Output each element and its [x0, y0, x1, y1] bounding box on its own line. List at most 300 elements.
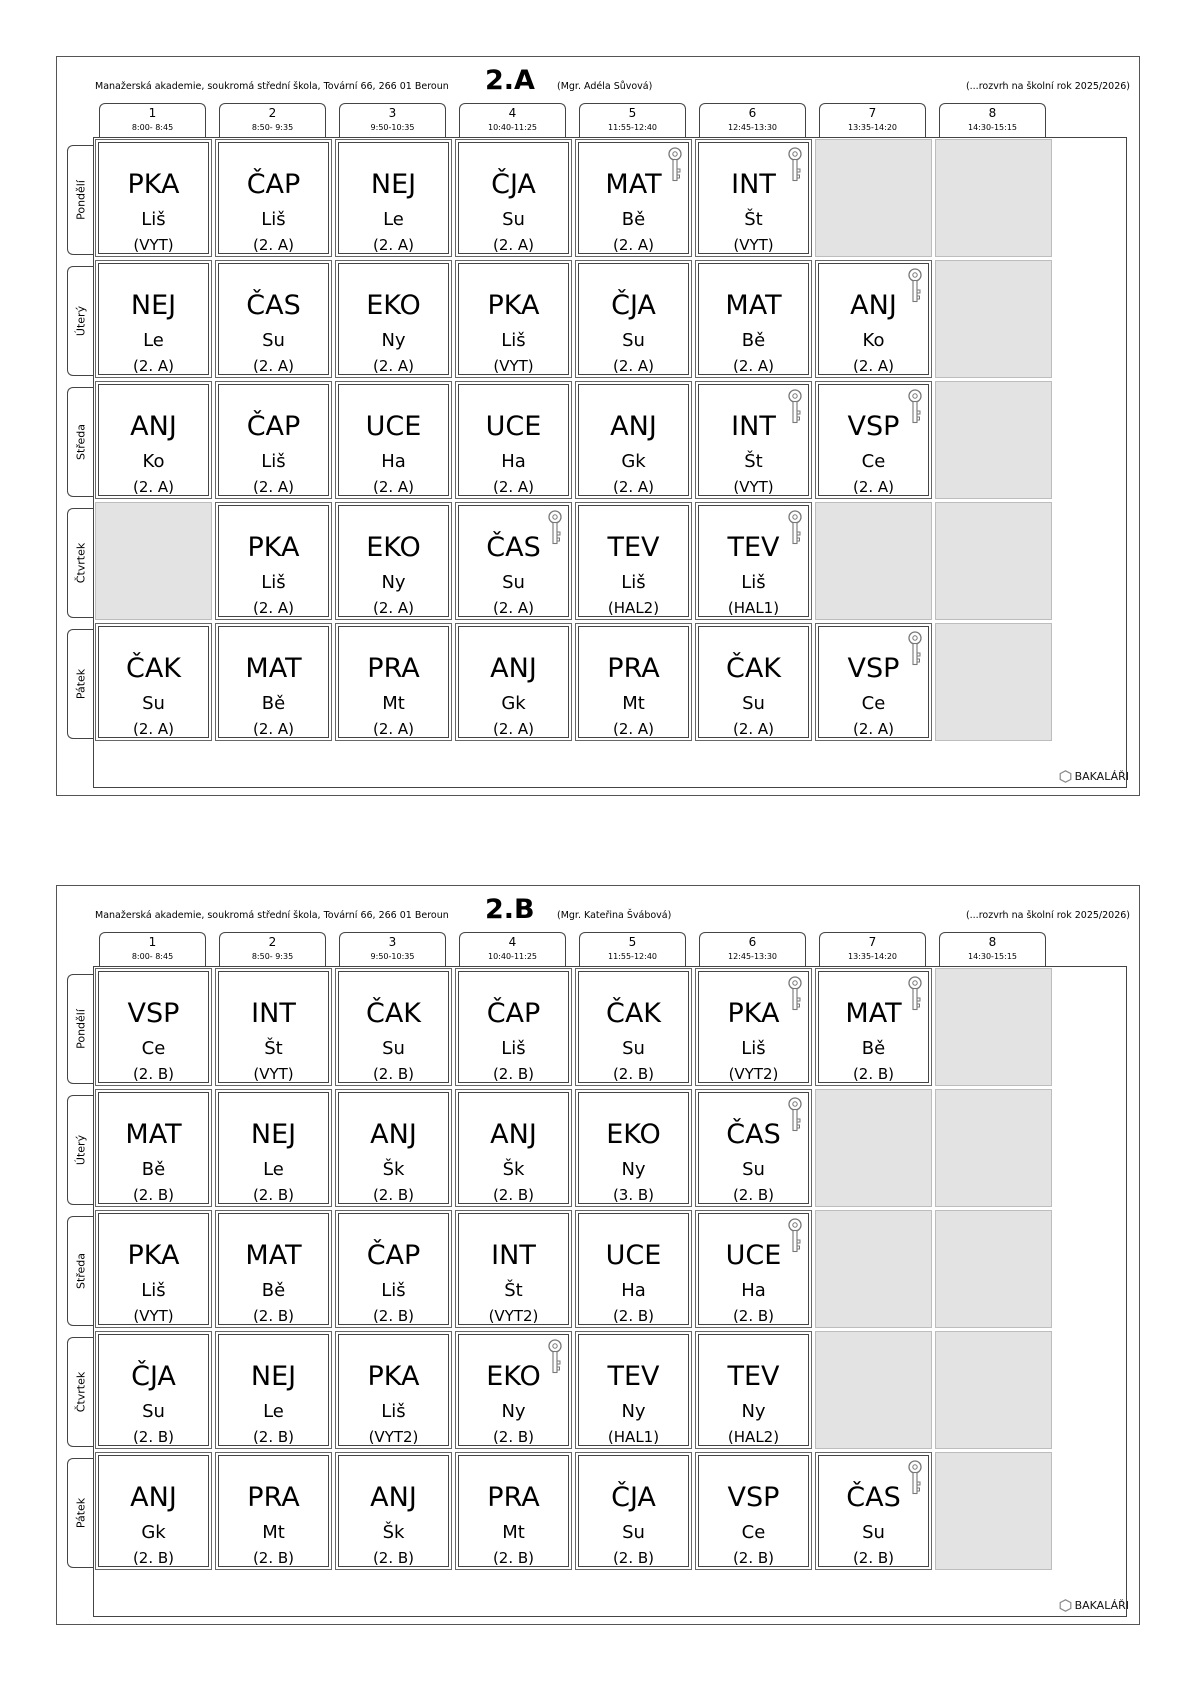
- lesson-teacher: Bě: [141, 1159, 166, 1180]
- lesson-teacher: Liš: [741, 572, 766, 593]
- lesson-teacher: Ha: [381, 451, 406, 472]
- lesson-teacher: Št: [264, 1038, 283, 1059]
- lesson-cell[interactable]: [215, 1089, 332, 1207]
- lesson-cell[interactable]: [95, 623, 212, 741]
- lesson-room: (2. A): [492, 478, 535, 496]
- lesson-frame: [698, 505, 809, 617]
- lesson-frame: [218, 505, 329, 617]
- period-number: 3: [388, 106, 397, 120]
- day-label-5: [67, 1458, 93, 1568]
- lesson-room: (VYT): [133, 1307, 174, 1325]
- lesson-frame: [458, 626, 569, 738]
- lesson-subject: PRA: [247, 1482, 300, 1513]
- lesson-subject: NEJ: [250, 1119, 297, 1150]
- lesson-cell[interactable]: [455, 1452, 572, 1570]
- lesson-room: (2. A): [132, 357, 175, 375]
- lesson-cell[interactable]: [215, 1210, 332, 1328]
- lesson-room: (VYT): [493, 357, 534, 375]
- lesson-room: (2. B): [732, 1549, 775, 1567]
- lesson-subject: INT: [491, 1240, 536, 1271]
- lesson-frame: [98, 626, 209, 738]
- lesson-frame: [218, 1334, 329, 1446]
- lesson-cell[interactable]: [815, 381, 932, 499]
- lesson-teacher: Su: [622, 1522, 645, 1543]
- lesson-room: (2. B): [132, 1065, 175, 1083]
- lesson-subject: ČAK: [725, 653, 782, 684]
- lesson-frame: [698, 1213, 809, 1325]
- lesson-frame: [698, 263, 809, 375]
- lesson-cell[interactable]: [215, 139, 332, 257]
- period-time: 13:35-14:20: [848, 952, 897, 961]
- period-number: 4: [508, 106, 517, 120]
- lesson-cell[interactable]: [95, 260, 212, 378]
- lesson-cell[interactable]: [575, 1452, 692, 1570]
- timetable-2b: [56, 885, 1140, 1625]
- lesson-teacher: Gk: [621, 451, 646, 472]
- period-time: 14:30-15:15: [968, 952, 1017, 961]
- lesson-frame: [338, 505, 449, 617]
- day-label-4: [67, 1337, 93, 1447]
- lesson-cell[interactable]: [335, 968, 452, 1086]
- period-number: 2: [268, 106, 277, 120]
- lesson-room: (2. A): [492, 599, 535, 617]
- lesson-subject: PKA: [127, 169, 180, 200]
- schedule-grid: [93, 137, 1127, 788]
- period-number: 5: [628, 106, 637, 120]
- lesson-subject: PRA: [487, 1482, 540, 1513]
- lesson-teacher: Ny: [501, 1401, 526, 1422]
- lesson-teacher: Su: [382, 1038, 405, 1059]
- day-label-2: [67, 1095, 93, 1205]
- lesson-subject: EKO: [606, 1119, 661, 1150]
- lesson-frame: [218, 263, 329, 375]
- lesson-subject: ČJA: [611, 1482, 656, 1513]
- lesson-teacher: Bě: [741, 330, 766, 351]
- lesson-subject: TEV: [727, 532, 780, 563]
- lesson-teacher: Ny: [381, 572, 406, 593]
- lesson-subject: PRA: [367, 653, 420, 684]
- lesson-cell[interactable]: [695, 1210, 812, 1328]
- lesson-room: (2. A): [612, 478, 655, 496]
- lesson-teacher: Su: [142, 1401, 165, 1422]
- lesson-subject: ČAP: [246, 169, 301, 200]
- lesson-cell[interactable]: [455, 1089, 572, 1207]
- lesson-subject: TEV: [607, 1361, 660, 1392]
- lesson-cell[interactable]: [695, 968, 812, 1086]
- lesson-room: (2. A): [132, 478, 175, 496]
- lesson-cell[interactable]: [95, 968, 212, 1086]
- lesson-frame: [218, 626, 329, 738]
- lesson-room: (2. B): [492, 1186, 535, 1204]
- lesson-room: (2. B): [132, 1549, 175, 1567]
- lesson-subject: PKA: [247, 532, 300, 563]
- lesson-cell[interactable]: [575, 381, 692, 499]
- lesson-cell[interactable]: [335, 381, 452, 499]
- lesson-teacher: Ha: [501, 451, 526, 472]
- lesson-frame: [338, 1334, 449, 1446]
- lesson-cell[interactable]: [455, 623, 572, 741]
- lesson-cell[interactable]: [575, 260, 692, 378]
- lesson-cell[interactable]: [695, 502, 812, 620]
- lesson-teacher: Ny: [381, 330, 406, 351]
- school-address: Manažerská akademie, soukromá střední škola, Tovární 66, 266 01 Beroun: [95, 910, 449, 921]
- lesson-cell[interactable]: [455, 968, 572, 1086]
- lesson-room: (2. B): [612, 1065, 655, 1083]
- lesson-room: (VYT): [253, 1065, 294, 1083]
- lesson-room: (2. B): [252, 1428, 295, 1446]
- period-header-1: [99, 103, 206, 137]
- lesson-subject: ČAK: [125, 653, 182, 684]
- lesson-teacher: Le: [383, 209, 404, 230]
- key-icon: [788, 389, 802, 425]
- lesson-teacher: Bě: [621, 209, 646, 230]
- lesson-teacher: Liš: [501, 330, 526, 351]
- key-icon: [908, 268, 922, 304]
- lesson-teacher: Liš: [141, 1280, 166, 1301]
- lesson-room: (2. B): [612, 1549, 655, 1567]
- lesson-subject: EKO: [486, 1361, 541, 1392]
- lesson-frame: [338, 1092, 449, 1204]
- lesson-teacher: Su: [742, 693, 765, 714]
- lesson-frame: [818, 626, 929, 738]
- lesson-cell[interactable]: [575, 139, 692, 257]
- lesson-teacher: Št: [504, 1280, 523, 1301]
- lesson-cell[interactable]: [335, 260, 452, 378]
- lesson-teacher: Mt: [622, 693, 645, 714]
- lesson-cell[interactable]: [695, 381, 812, 499]
- lesson-room: (2. B): [732, 1307, 775, 1325]
- lesson-subject: ANJ: [370, 1119, 417, 1150]
- period-time: 11:55-12:40: [608, 952, 657, 961]
- lesson-frame: [218, 971, 329, 1083]
- day-name: Středa: [74, 1252, 87, 1290]
- period-number: 6: [748, 106, 757, 120]
- empty-slot: [935, 381, 1052, 499]
- period-time: 11:55-12:40: [608, 123, 657, 132]
- period-time: 8:00- 8:45: [131, 952, 174, 961]
- lesson-teacher: Su: [142, 693, 165, 714]
- lesson-teacher: Ce: [861, 693, 886, 714]
- day-name: Pondělí: [74, 1009, 87, 1049]
- period-header-2: [219, 103, 326, 137]
- bakalari-brand: [1059, 1599, 1129, 1613]
- lesson-cell[interactable]: [335, 1452, 452, 1570]
- lesson-room: (2. A): [372, 599, 415, 617]
- lesson-subject: ČAK: [605, 998, 662, 1029]
- period-header-1: [99, 932, 206, 966]
- bakalari-brand: [1059, 770, 1129, 784]
- lesson-cell[interactable]: [815, 968, 932, 1086]
- lesson-cell[interactable]: [575, 1210, 692, 1328]
- lesson-frame: [98, 1334, 209, 1446]
- lesson-cell[interactable]: [215, 623, 332, 741]
- lesson-frame: [578, 505, 689, 617]
- period-time: 10:40-11:25: [488, 123, 537, 132]
- lesson-frame: [818, 263, 929, 375]
- lesson-frame: [578, 1455, 689, 1567]
- period-number: 5: [628, 935, 637, 949]
- lesson-frame: [218, 1092, 329, 1204]
- lesson-subject: MAT: [605, 169, 662, 200]
- period-time: 8:50- 9:35: [251, 952, 294, 961]
- lesson-cell[interactable]: [455, 1331, 572, 1449]
- lesson-frame: [218, 1213, 329, 1325]
- lesson-room: (2. B): [372, 1065, 415, 1083]
- lesson-cell[interactable]: [95, 1452, 212, 1570]
- lesson-cell[interactable]: [815, 1452, 932, 1570]
- lesson-cell[interactable]: [215, 502, 332, 620]
- lesson-frame: [698, 142, 809, 254]
- lesson-room: (2. B): [252, 1186, 295, 1204]
- lesson-cell[interactable]: [335, 1089, 452, 1207]
- lesson-subject: UCE: [605, 1240, 662, 1271]
- empty-slot: [95, 502, 212, 620]
- lesson-cell[interactable]: [815, 260, 932, 378]
- lesson-room: (VYT2): [728, 1065, 779, 1083]
- key-icon: [788, 1097, 802, 1133]
- lesson-teacher: Su: [742, 1159, 765, 1180]
- empty-slot: [935, 1210, 1052, 1328]
- lesson-room: (HAL1): [727, 599, 780, 617]
- lesson-subject: ČJA: [611, 290, 656, 321]
- day-name: Čtvrtek: [74, 542, 87, 584]
- lesson-room: (2. A): [852, 720, 895, 738]
- lesson-cell[interactable]: [95, 1331, 212, 1449]
- period-number: 3: [388, 935, 397, 949]
- lesson-room: (VYT): [733, 478, 774, 496]
- class-teacher: (Mgr. Kateřina Švábová): [557, 910, 672, 921]
- lesson-frame: [458, 142, 569, 254]
- lesson-frame: [578, 384, 689, 496]
- lesson-subject: MAT: [125, 1119, 182, 1150]
- lesson-room: (2. A): [132, 720, 175, 738]
- lesson-cell[interactable]: [695, 139, 812, 257]
- lesson-subject: UCE: [725, 1240, 782, 1271]
- lesson-cell[interactable]: [575, 1331, 692, 1449]
- bakalari-logo-icon: [1059, 770, 1072, 783]
- lesson-room: (2. A): [492, 720, 535, 738]
- lesson-subject: ANJ: [850, 290, 897, 321]
- lesson-cell[interactable]: [215, 968, 332, 1086]
- lesson-cell[interactable]: [695, 1452, 812, 1570]
- day-label-3: [67, 387, 93, 497]
- period-header-6: [699, 103, 806, 137]
- lesson-frame: [458, 505, 569, 617]
- lesson-cell[interactable]: [815, 623, 932, 741]
- lesson-teacher: Šk: [382, 1522, 405, 1543]
- lesson-room: (2. A): [612, 357, 655, 375]
- lesson-teacher: Liš: [741, 1038, 766, 1059]
- lesson-cell[interactable]: [575, 623, 692, 741]
- lesson-room: (3. B): [612, 1186, 655, 1204]
- lesson-teacher: Št: [744, 209, 763, 230]
- lesson-subject: UCE: [365, 411, 422, 442]
- lesson-cell[interactable]: [215, 381, 332, 499]
- schedule-grid: [93, 966, 1127, 1617]
- lesson-frame: [338, 142, 449, 254]
- key-icon: [788, 510, 802, 546]
- lesson-cell[interactable]: [695, 1089, 812, 1207]
- lesson-teacher: Su: [622, 330, 645, 351]
- lesson-frame: [698, 1092, 809, 1204]
- period-time: 8:00- 8:45: [131, 123, 174, 132]
- lesson-cell[interactable]: [455, 381, 572, 499]
- lesson-room: (2. A): [372, 720, 415, 738]
- period-time: 9:50-10:35: [370, 952, 415, 961]
- lesson-teacher: Šk: [502, 1159, 525, 1180]
- lesson-room: (2. A): [252, 478, 295, 496]
- class-title: 2.B: [485, 894, 535, 925]
- lesson-teacher: Liš: [621, 572, 646, 593]
- empty-slot: [815, 139, 932, 257]
- school-year: (...rozvrh na školní rok 2025/2026): [965, 81, 1130, 92]
- lesson-subject: ANJ: [490, 653, 537, 684]
- lesson-room: (2. B): [492, 1428, 535, 1446]
- lesson-teacher: Št: [744, 451, 763, 472]
- lesson-room: (2. B): [372, 1549, 415, 1567]
- period-header-2: [219, 932, 326, 966]
- lesson-cell[interactable]: [335, 1210, 452, 1328]
- lesson-cell[interactable]: [215, 260, 332, 378]
- lesson-cell[interactable]: [455, 1210, 572, 1328]
- lesson-teacher: Ce: [741, 1522, 766, 1543]
- timetable-2a: [56, 56, 1140, 796]
- lesson-subject: ČJA: [491, 169, 536, 200]
- lesson-teacher: Ce: [141, 1038, 166, 1059]
- lesson-teacher: Ny: [621, 1401, 646, 1422]
- lesson-subject: PKA: [487, 290, 540, 321]
- lesson-frame: [818, 384, 929, 496]
- lesson-frame: [818, 1455, 929, 1567]
- lesson-cell[interactable]: [95, 1089, 212, 1207]
- lesson-frame: [458, 1092, 569, 1204]
- lesson-room: (2. B): [852, 1549, 895, 1567]
- lesson-subject: MAT: [245, 1240, 302, 1271]
- lesson-subject: PKA: [127, 1240, 180, 1271]
- key-icon: [788, 147, 802, 183]
- lesson-teacher: Liš: [261, 209, 286, 230]
- period-time: 9:50-10:35: [370, 123, 415, 132]
- day-name: Pátek: [74, 1497, 87, 1529]
- empty-slot: [935, 139, 1052, 257]
- lesson-cell[interactable]: [335, 623, 452, 741]
- period-time: 8:50- 9:35: [251, 123, 294, 132]
- lesson-cell[interactable]: [455, 260, 572, 378]
- lesson-cell[interactable]: [95, 139, 212, 257]
- period-header-7: [819, 103, 926, 137]
- lesson-teacher: Su: [262, 330, 285, 351]
- lesson-room: (2. A): [612, 720, 655, 738]
- period-header-5: [579, 103, 686, 137]
- lesson-subject: ČAS: [246, 290, 301, 321]
- lesson-room: (2. A): [252, 599, 295, 617]
- lesson-cell[interactable]: [575, 502, 692, 620]
- lesson-subject: VSP: [847, 411, 900, 442]
- period-time: 12:45-13:30: [728, 123, 777, 132]
- lesson-room: (VYT2): [488, 1307, 539, 1325]
- lesson-frame: [698, 1455, 809, 1567]
- lesson-room: (2. A): [852, 478, 895, 496]
- lesson-teacher: Mt: [502, 1522, 525, 1543]
- lesson-subject: INT: [731, 411, 776, 442]
- lesson-room: (2. B): [252, 1549, 295, 1567]
- lesson-frame: [338, 263, 449, 375]
- lesson-cell[interactable]: [695, 260, 812, 378]
- class-title: 2.A: [485, 65, 535, 96]
- lesson-frame: [578, 626, 689, 738]
- lesson-teacher: Ny: [621, 1159, 646, 1180]
- lesson-cell[interactable]: [575, 1089, 692, 1207]
- lesson-subject: ČAS: [846, 1482, 901, 1513]
- lesson-cell[interactable]: [335, 1331, 452, 1449]
- lesson-cell[interactable]: [215, 1331, 332, 1449]
- lesson-cell[interactable]: [455, 139, 572, 257]
- period-header-8: [939, 932, 1046, 966]
- lesson-room: (2. A): [852, 357, 895, 375]
- lesson-teacher: Bě: [861, 1038, 886, 1059]
- lesson-frame: [458, 263, 569, 375]
- lesson-subject: MAT: [725, 290, 782, 321]
- lesson-room: (2. A): [252, 720, 295, 738]
- lesson-subject: PKA: [367, 1361, 420, 1392]
- period-number: 1: [148, 935, 157, 949]
- lesson-teacher: Su: [862, 1522, 885, 1543]
- lesson-frame: [698, 626, 809, 738]
- lesson-subject: PRA: [607, 653, 660, 684]
- lesson-teacher: Gk: [501, 693, 526, 714]
- lesson-cell[interactable]: [695, 1331, 812, 1449]
- lesson-subject: ČAS: [726, 1119, 781, 1150]
- lesson-frame: [98, 1092, 209, 1204]
- period-number: 7: [868, 935, 877, 949]
- period-header-8: [939, 103, 1046, 137]
- lesson-room: (2. B): [372, 1307, 415, 1325]
- period-number: 1: [148, 106, 157, 120]
- lesson-frame: [338, 1455, 449, 1567]
- lesson-subject: ANJ: [130, 411, 177, 442]
- empty-slot: [935, 1089, 1052, 1207]
- lesson-subject: INT: [251, 998, 296, 1029]
- period-number: 2: [268, 935, 277, 949]
- lesson-subject: ČAP: [246, 411, 301, 442]
- day-name: Čtvrtek: [74, 1371, 87, 1413]
- lesson-teacher: Mt: [262, 1522, 285, 1543]
- lesson-teacher: Ha: [621, 1280, 646, 1301]
- lesson-room: (VYT): [133, 236, 174, 254]
- empty-slot: [815, 1210, 932, 1328]
- lesson-frame: [98, 384, 209, 496]
- lesson-frame: [578, 1334, 689, 1446]
- lesson-frame: [818, 971, 929, 1083]
- lesson-cell[interactable]: [695, 623, 812, 741]
- period-number: 7: [868, 106, 877, 120]
- lesson-cell[interactable]: [95, 1210, 212, 1328]
- period-time: 12:45-13:30: [728, 952, 777, 961]
- lesson-teacher: Liš: [381, 1280, 406, 1301]
- lesson-room: (2. B): [492, 1549, 535, 1567]
- lesson-room: (2. B): [132, 1428, 175, 1446]
- lesson-cell[interactable]: [215, 1452, 332, 1570]
- lesson-frame: [698, 1334, 809, 1446]
- lesson-cell[interactable]: [335, 502, 452, 620]
- lesson-cell[interactable]: [575, 968, 692, 1086]
- lesson-cell[interactable]: [95, 381, 212, 499]
- lesson-room: (2. A): [252, 357, 295, 375]
- lesson-cell[interactable]: [335, 139, 452, 257]
- lesson-cell[interactable]: [455, 502, 572, 620]
- lesson-frame: [458, 1455, 569, 1567]
- lesson-room: (2. B): [852, 1065, 895, 1083]
